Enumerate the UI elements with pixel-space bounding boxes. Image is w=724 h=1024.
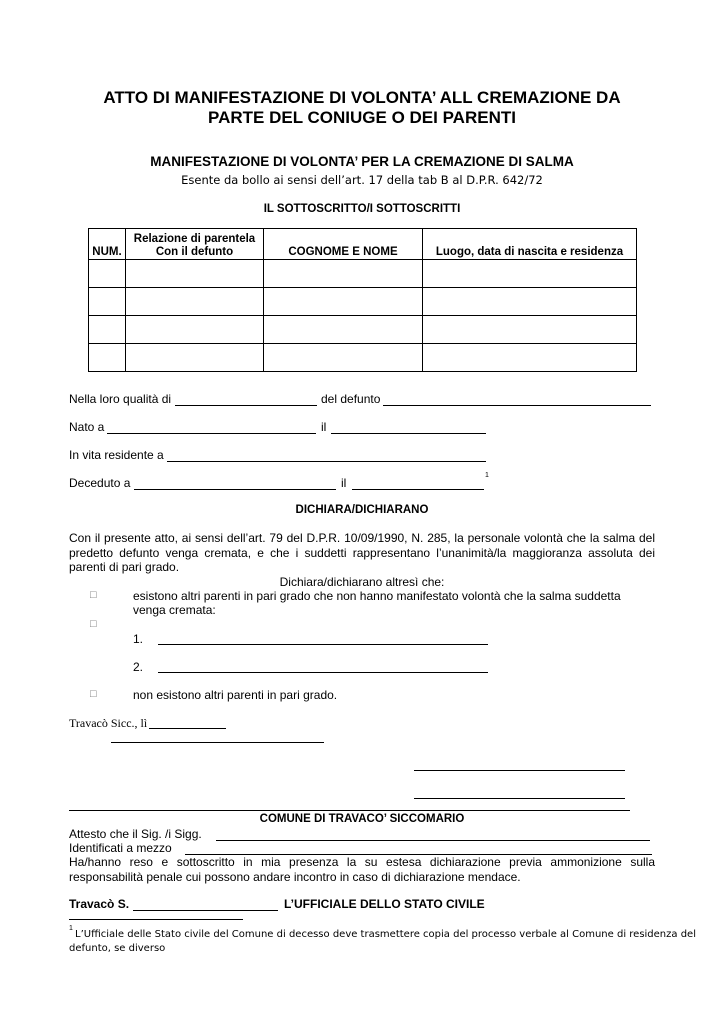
footnote-line-2: defunto, se diverso (69, 943, 166, 954)
identificati-label: Identificati a mezzo (69, 841, 172, 855)
table-cell[interactable] (126, 316, 264, 344)
table-cell[interactable] (89, 288, 126, 316)
table-cell[interactable] (126, 344, 264, 372)
declaration-line-2: predetto defunto venga cremata, e che i suddetti rappresentano l’unanimità/la maggioranza assoluta dei (69, 545, 655, 560)
col-num: NUM. (89, 229, 126, 260)
municipal-line-2: responsabilità penale cui possono andare incontro in caso di dichiarazione mendace. (69, 869, 521, 884)
item-2-num: 2. (133, 660, 144, 674)
col-name: COGNOME E NOME (264, 229, 423, 260)
table-cell[interactable] (264, 316, 423, 344)
table-cell[interactable] (89, 260, 126, 288)
col-relationship-line2: Con il defunto (155, 246, 234, 258)
checkbox-option-1[interactable]: □ (90, 589, 97, 601)
attesto-field[interactable] (216, 827, 650, 841)
table-row[interactable] (89, 316, 637, 344)
checkbox-option-2[interactable]: □ (90, 618, 97, 630)
declaration-line-1: Con il presente atto, ai sensi dell’art. 79 del D.P.R. 10/09/1990, N. 285, la personale volontà che la salma del (69, 531, 655, 545)
residente-label: In vita residente a (69, 448, 164, 462)
declaration-line-3: parenti di pari grado. (69, 560, 180, 574)
item-2-field[interactable] (158, 659, 488, 673)
signatories-heading: IL SOTTOSCRITTO/I SOTTOSCRITTI (263, 203, 461, 215)
signature-line-right-1[interactable] (414, 758, 625, 771)
nato-label: Nato a (69, 420, 105, 434)
nato-field[interactable] (107, 420, 316, 434)
place-label: Travacò S. (69, 897, 130, 911)
footnote-line-1: L’Ufficiale delle Stato civile del Comune di decesso deve trasmettere copia del processo verbale al Comune di residenza del (75, 929, 696, 940)
table-cell[interactable] (423, 288, 637, 316)
table-cell[interactable] (423, 344, 637, 372)
item-1-num: 1. (133, 632, 144, 646)
place-date-label: Travacò Sicc., lì (69, 716, 148, 730)
section-separator (69, 798, 630, 811)
table-row[interactable] (89, 260, 637, 288)
col-relationship (126, 229, 264, 260)
title-line-2: PARTE DEL CONIUGE O DEI PARENTI (208, 108, 516, 127)
table-cell[interactable] (423, 316, 637, 344)
qualita-field[interactable] (175, 392, 317, 406)
table-row[interactable] (89, 288, 637, 316)
table-cell[interactable] (89, 344, 126, 372)
table-cell[interactable] (423, 260, 637, 288)
municipal-heading: COMUNE DI TRAVACO’ SICCOMARIO (259, 813, 465, 825)
checkbox-option-3[interactable]: □ (90, 688, 97, 700)
table-header-row (89, 229, 637, 260)
item-1-field[interactable] (158, 631, 488, 645)
table-cell[interactable] (264, 288, 423, 316)
document-title (0, 88, 724, 128)
deceduto-il-label: il (341, 476, 347, 490)
title-line-1: ATTO DI MANIFESTAZIONE DI VOLONTA’ ALL CREMAZIONE DA (103, 88, 621, 107)
subtitle: MANIFESTAZIONE DI VOLONTA’ PER LA CREMAZIONE DI SALMA (150, 154, 574, 169)
col-birth-residence: Luogo, data di nascita e residenza (423, 229, 637, 260)
deceduto-field[interactable] (134, 476, 336, 490)
date-field[interactable] (149, 716, 226, 729)
defunto-label: del defunto (321, 392, 381, 406)
footnote-ref: 1 (485, 472, 489, 479)
table-row[interactable] (89, 344, 637, 372)
municipal-line-1: Ha/hanno reso e sottoscritto in mia presenza la su estesa dichiarazione previa ammonizione sulla (69, 855, 655, 869)
attesto-label: Attesto che il Sig. /i Sigg. (69, 827, 202, 841)
nato-il-label: il (321, 420, 327, 434)
municipal-body (69, 855, 655, 884)
table-cell[interactable] (126, 260, 264, 288)
declaration-heading: DICHIARA/DICHIARANO (295, 504, 429, 516)
signature-line-left[interactable] (111, 730, 324, 743)
defunto-field[interactable] (383, 392, 651, 406)
deceduto-date-field[interactable] (352, 476, 484, 490)
footnote-mark: 1 (69, 925, 73, 932)
option-1-line-1: esistono altri parenti in pari grado che non hanno manifestato volontà che la salma suddetta (133, 589, 621, 603)
signatories-table (88, 228, 637, 372)
deceduto-label: Deceduto a (69, 476, 131, 490)
col-relationship-line1: Relazione di parentela (133, 233, 256, 245)
also-declares: Dichiara/dichiarano altresì che: (279, 575, 445, 589)
table-cell[interactable] (89, 316, 126, 344)
table-cell[interactable] (264, 344, 423, 372)
table-cell[interactable] (264, 260, 423, 288)
qualita-label: Nella loro qualità di (69, 392, 172, 406)
declaration-body (69, 531, 655, 575)
footnote-separator (69, 908, 243, 920)
footnote-text (75, 928, 696, 942)
stamp-note: Esente da bollo ai sensi dell’art. 17 della tab B al D.P.R. 642/72 (181, 173, 543, 187)
nato-date-field[interactable] (331, 420, 486, 434)
table-cell[interactable] (126, 288, 264, 316)
residente-field[interactable] (167, 448, 486, 462)
officer-label: L’UFFICIALE DELLO STATO CIVILE (284, 897, 485, 911)
option-3-text: non esistono altri parenti in pari grado. (133, 688, 338, 702)
identificati-field[interactable] (185, 841, 652, 855)
option-1-line-2: venga cremata: (133, 603, 216, 617)
